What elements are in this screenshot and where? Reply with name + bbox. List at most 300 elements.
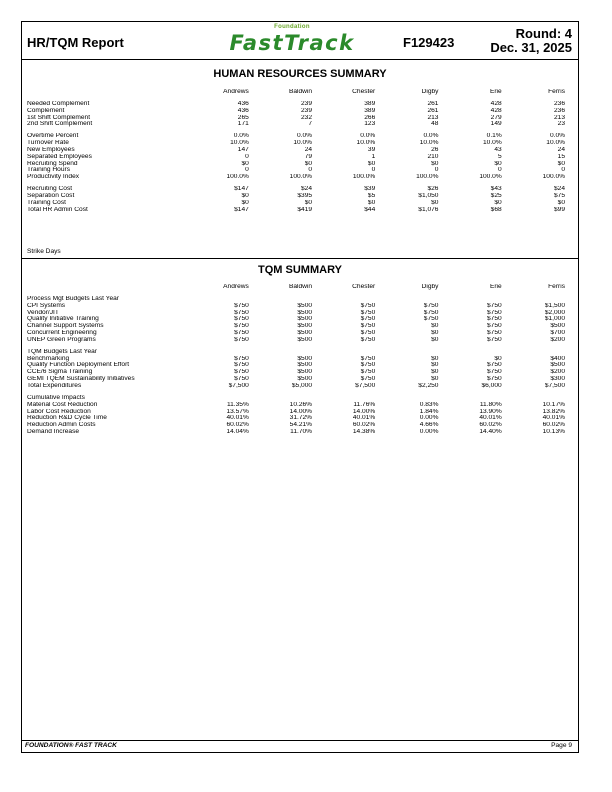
cell-value: $0 — [494, 355, 502, 362]
cell-value: 1 — [371, 153, 376, 160]
report-date: Dec. 31, 2025 — [490, 40, 572, 55]
cell-value: 279 — [490, 114, 502, 121]
cell-value: $0 — [431, 160, 439, 167]
logo-foundation-text: Foundation — [274, 24, 310, 30]
cell-value: 389 — [364, 107, 376, 114]
cell-value: 0 — [434, 167, 439, 174]
table-row — [27, 140, 571, 147]
cell-value: 213 — [427, 114, 439, 121]
cell-value: 100.0% — [416, 174, 439, 181]
row-label: GEMI TQEM Sustainability Initiatives — [27, 376, 135, 383]
page-number: Page 9 — [551, 742, 572, 749]
row-label: 1st Shift Complement — [27, 114, 91, 121]
row-label: Benchmarking — [27, 355, 70, 362]
column-header: Baldwin — [288, 284, 313, 290]
cell-value — [381, 395, 444, 402]
table-row — [27, 415, 571, 422]
cell-value: 23 — [557, 121, 565, 128]
cell-value: $750 — [423, 302, 439, 309]
column-header: Chester — [352, 89, 376, 95]
cell-value: 10.0% — [546, 140, 565, 147]
cell-value: 100.0% — [289, 174, 313, 181]
cell-value: 232 — [301, 114, 313, 121]
table-row — [27, 383, 571, 390]
cell-value: $750 — [234, 362, 249, 369]
row-label: Reduction Admin Costs — [27, 422, 96, 429]
row-label: Material Cost Reduction — [27, 401, 98, 408]
cell-value: $200 — [550, 336, 565, 343]
cell-value: $750 — [487, 309, 502, 316]
cell-value: $750 — [360, 355, 376, 362]
cell-value: 10.17% — [542, 401, 565, 408]
cell-value: $1,500 — [544, 302, 565, 309]
cell-value: $750 — [487, 323, 502, 330]
table-row — [27, 154, 571, 161]
cell-value: 0.0% — [423, 133, 439, 140]
cell-value: $750 — [360, 309, 376, 316]
row-label: Reduction R&D Cycle Time — [27, 415, 107, 422]
table-row — [27, 161, 571, 168]
cell-value: $147 — [234, 186, 249, 193]
section-divider — [22, 258, 578, 259]
row-label: Total HR Admin Cost — [27, 206, 88, 213]
table-row — [27, 193, 571, 200]
cell-value: $0 — [241, 192, 249, 199]
cell-value: 1.84% — [419, 408, 439, 415]
cell-value: 11.35% — [226, 401, 249, 408]
cell-value: $68 — [490, 206, 502, 213]
row-label: CPI Systems — [27, 302, 66, 309]
cell-value — [192, 296, 255, 303]
cell-value: 60.02% — [226, 422, 249, 429]
cell-value: $500 — [297, 376, 313, 383]
column-header: Baldwin — [288, 89, 313, 95]
cell-value: $750 — [487, 330, 502, 337]
cell-value: $99 — [553, 206, 565, 213]
cell-value: $0 — [431, 336, 439, 343]
cell-value: $300 — [550, 376, 565, 383]
cell-value: 210 — [427, 153, 439, 160]
cell-value: 60.02% — [479, 422, 502, 429]
cell-value: $750 — [234, 336, 249, 343]
cell-value: 13.90% — [479, 408, 502, 415]
table-row — [27, 310, 571, 317]
table-row — [27, 429, 571, 436]
cell-value: $750 — [234, 330, 249, 337]
cell-value: 0.0% — [297, 133, 313, 140]
cell-value: $0 — [431, 376, 439, 383]
cell-value: $43 — [490, 186, 502, 193]
row-label: Cumulative Impacts — [27, 394, 85, 401]
cell-value: $75 — [553, 192, 565, 199]
cell-value: $750 — [234, 323, 249, 330]
cell-value: $750 — [234, 316, 249, 323]
tqm-summary-table — [27, 284, 571, 436]
table-row — [27, 296, 571, 303]
cell-value: $750 — [360, 330, 376, 337]
cell-value: 265 — [237, 114, 249, 121]
table-row — [27, 422, 571, 429]
cell-value: 147 — [237, 146, 249, 153]
footer-divider — [22, 740, 578, 741]
cell-value: $147 — [234, 206, 249, 213]
cell-value: 261 — [427, 100, 439, 107]
cell-value: 40.01% — [352, 415, 376, 422]
cell-value: 15 — [557, 153, 565, 160]
cell-value: $1,076 — [418, 206, 439, 213]
cell-value: 5 — [498, 153, 502, 160]
cell-value: $0 — [431, 369, 439, 376]
cell-value — [508, 349, 571, 356]
row-label: Process Mgt Budgets Last Year — [27, 295, 119, 302]
cell-value: 239 — [301, 107, 313, 114]
cell-value: 266 — [364, 114, 376, 121]
cell-value: 0.1% — [486, 133, 502, 140]
cell-value: 0 — [371, 167, 376, 174]
cell-value: 0.0% — [360, 133, 376, 140]
column-header: Ferris — [548, 89, 565, 95]
cell-value: 236 — [553, 100, 565, 107]
footer-brand: FOUNDATION® FAST TRACK — [25, 742, 117, 749]
cell-value: 436 — [237, 100, 249, 107]
cell-value: $750 — [360, 336, 376, 343]
cell-value: 0.00% — [419, 415, 439, 422]
cell-value: $395 — [297, 192, 313, 199]
row-label: CCE/6 Sigma Training — [27, 369, 93, 376]
cell-value: 7 — [308, 121, 313, 128]
cell-value: $24 — [301, 186, 313, 193]
cell-value: $6,000 — [481, 382, 502, 389]
cell-value: 0.0% — [549, 133, 565, 140]
column-header: Digby — [421, 89, 439, 95]
cell-value: 40.01% — [542, 415, 565, 422]
cell-value: $0 — [431, 355, 439, 362]
cell-value: $750 — [487, 369, 502, 376]
table-row — [27, 101, 571, 108]
cell-value: $419 — [297, 206, 313, 213]
table-row — [27, 337, 571, 344]
table-row — [27, 133, 571, 140]
row-label: Demand Increase — [27, 429, 80, 436]
cell-value: $500 — [550, 323, 565, 330]
cell-value: $750 — [234, 369, 249, 376]
row-label: Quality Initiative Training — [27, 316, 99, 323]
row-label: Vendor/JIT — [27, 309, 59, 316]
table-row — [27, 303, 571, 310]
row-label: Channel Support Systems — [27, 323, 104, 330]
table-row — [27, 121, 571, 128]
cell-value: $0 — [431, 330, 439, 337]
row-label: Overtime Percent — [27, 133, 79, 140]
row-label: Separated Employees — [27, 153, 92, 160]
row-label: Concurrent Engineering — [27, 330, 97, 337]
row-label: Training Cost — [27, 199, 66, 206]
column-header: Chester — [352, 284, 376, 290]
cell-value — [255, 296, 318, 303]
cell-value: 39 — [367, 146, 376, 153]
row-label: Complement — [27, 107, 65, 114]
cell-value: $750 — [234, 309, 249, 316]
table-row — [27, 395, 571, 402]
cell-value: $500 — [297, 323, 313, 330]
cell-value: 0 — [245, 153, 249, 160]
cell-value: $44 — [364, 206, 376, 213]
cell-value: 11.76% — [353, 401, 376, 408]
cell-value: $0 — [557, 199, 565, 206]
cell-value — [192, 349, 255, 356]
cell-value: $500 — [297, 302, 313, 309]
cell-value: 0 — [308, 167, 313, 174]
cell-value: 10.0% — [482, 140, 502, 147]
strike-days-label: Strike Days — [27, 248, 61, 255]
column-header: Erie — [489, 89, 502, 95]
cell-value — [381, 349, 444, 356]
cell-value: 40.01% — [479, 415, 502, 422]
cell-value — [508, 296, 571, 303]
row-label: UNEP Green Programs — [27, 336, 96, 343]
cell-value: 14.38% — [352, 429, 376, 436]
cell-value: 261 — [427, 107, 439, 114]
cell-value: $750 — [360, 376, 376, 383]
cell-value: 48 — [431, 121, 439, 128]
cell-value: 11.70% — [290, 429, 313, 436]
column-header: Andrews — [223, 284, 249, 290]
table-row — [27, 186, 571, 193]
cell-value: 13.82% — [542, 408, 565, 415]
table-row — [27, 115, 571, 122]
report-header — [22, 22, 578, 60]
hr-summary-title: HUMAN RESOURCES SUMMARY — [213, 68, 387, 80]
cell-value: 24 — [557, 146, 565, 153]
table-row — [27, 207, 571, 214]
cell-value: $0 — [304, 199, 313, 206]
row-label: 2nd Shift Complement — [27, 121, 93, 128]
column-header: Andrews — [223, 89, 249, 95]
cell-value: $500 — [297, 362, 313, 369]
table-row — [27, 330, 571, 337]
table-row — [27, 147, 571, 154]
row-label: Labor Cost Reduction — [27, 408, 91, 415]
cell-value: $750 — [423, 309, 439, 316]
cell-value: $0 — [431, 362, 439, 369]
cell-value: $500 — [297, 369, 313, 376]
cell-value: $25 — [490, 192, 502, 199]
cell-value: 10.26% — [289, 401, 313, 408]
cell-value: 14.40% — [479, 429, 502, 436]
cell-value: $750 — [487, 336, 502, 343]
cell-value: 123 — [364, 121, 376, 128]
cell-value: 43 — [494, 146, 502, 153]
cell-value: $26 — [427, 186, 439, 193]
cell-value: $750 — [360, 362, 376, 369]
cell-value: 436 — [237, 107, 249, 114]
row-label: Productivity Index — [27, 174, 80, 181]
table-row — [27, 323, 571, 330]
cell-value: $750 — [360, 302, 376, 309]
cell-value: 0.00% — [419, 429, 439, 436]
row-label: Recruiting Spend — [27, 160, 78, 167]
row-label: New Employees — [27, 146, 75, 153]
cell-value: $0 — [494, 160, 502, 167]
cell-value: $0 — [494, 199, 502, 206]
table-row — [27, 200, 571, 207]
cell-value: $750 — [234, 376, 249, 383]
cell-value: $0 — [367, 160, 376, 167]
table-row — [27, 409, 571, 416]
cell-value: 0 — [498, 167, 502, 174]
cell-value — [192, 395, 255, 402]
cell-value: $750 — [487, 362, 502, 369]
cell-value: $7,500 — [228, 382, 249, 389]
cell-value: $0 — [367, 199, 376, 206]
round-date-block — [490, 27, 572, 55]
row-label: Turnover Rate — [27, 140, 69, 147]
tqm-summary-title: TQM SUMMARY — [258, 264, 342, 276]
cell-value: $39 — [364, 186, 376, 193]
cell-value — [318, 395, 381, 402]
column-header: Ferris — [548, 284, 565, 290]
cell-value: 10.0% — [230, 140, 249, 147]
row-label: Needed Complement — [27, 100, 90, 107]
cell-value — [444, 296, 507, 303]
cell-value: $750 — [360, 316, 376, 323]
cell-value: 171 — [237, 121, 249, 128]
cell-value: $750 — [234, 302, 249, 309]
cell-value: $500 — [297, 309, 313, 316]
cell-value — [318, 296, 381, 303]
cell-value: 100.0% — [479, 174, 502, 181]
cell-value: 13.57% — [226, 408, 249, 415]
table-row — [27, 108, 571, 115]
row-label: Total Expenditures — [27, 382, 82, 389]
cell-value: $7,500 — [544, 382, 565, 389]
cell-value — [255, 395, 318, 402]
cell-value: 4.66% — [419, 422, 439, 429]
company-code: F129423 — [403, 35, 455, 50]
cell-value: $400 — [550, 355, 565, 362]
cell-value: 79 — [304, 153, 313, 160]
cell-value — [255, 349, 318, 356]
table-row — [27, 349, 571, 356]
cell-value: 14.04% — [226, 429, 249, 436]
cell-value: 31.72% — [289, 415, 313, 422]
cell-value — [318, 349, 381, 356]
tqm-column-headers — [27, 284, 571, 291]
row-label: TQM Budgets Last Year — [27, 348, 98, 355]
cell-value: $2,000 — [544, 309, 565, 316]
cell-value: $2,250 — [418, 382, 439, 389]
cell-value: $750 — [487, 376, 502, 383]
logo-fasttrack-text: FastTrack — [229, 31, 355, 55]
cell-value: 54.21% — [289, 422, 313, 429]
cell-value: 236 — [553, 107, 565, 114]
column-header: Erie — [489, 284, 502, 290]
cell-value: $0 — [431, 199, 439, 206]
cell-value: 10.13% — [542, 429, 565, 436]
cell-value: $750 — [487, 316, 502, 323]
cell-value: $750 — [487, 302, 502, 309]
cell-value: $5 — [367, 192, 376, 199]
cell-value: $0 — [241, 199, 249, 206]
cell-value — [508, 395, 571, 402]
cell-value: 60.02% — [352, 422, 376, 429]
row-label: Quality Function Deployment Effort — [27, 362, 130, 369]
cell-value: 0.83% — [419, 401, 439, 408]
cell-value: 10.0% — [419, 140, 439, 147]
report-title: HR/TQM Report — [27, 35, 124, 50]
cell-value — [444, 349, 507, 356]
table-row — [27, 369, 571, 376]
cell-value: $500 — [297, 316, 313, 323]
row-label: Separation Cost — [27, 192, 75, 199]
cell-value: $700 — [550, 330, 565, 337]
cell-value — [381, 296, 444, 303]
row-label-header — [27, 89, 192, 96]
cell-value: 40.01% — [226, 415, 249, 422]
cell-value: 26 — [431, 146, 439, 153]
cell-value: 10.0% — [356, 140, 376, 147]
cell-value: 239 — [301, 100, 313, 107]
cell-value: 389 — [364, 100, 376, 107]
row-label-header — [27, 284, 192, 291]
table-row — [27, 356, 571, 363]
cell-value: 149 — [490, 121, 502, 128]
cell-value: 213 — [553, 114, 565, 121]
hr-column-headers — [27, 89, 571, 96]
cell-value: 14.00% — [289, 408, 313, 415]
cell-value: 100.0% — [226, 174, 249, 181]
report-page — [21, 21, 579, 753]
cell-value: 24 — [304, 146, 313, 153]
cell-value: 0.0% — [233, 133, 249, 140]
cell-value: $0 — [241, 160, 249, 167]
cell-value: $500 — [297, 330, 313, 337]
cell-value — [444, 395, 507, 402]
cell-value: $500 — [550, 362, 565, 369]
table-row — [27, 174, 571, 181]
cell-value: 428 — [490, 100, 502, 107]
cell-value: 60.02% — [542, 422, 565, 429]
row-label: Training Hours — [27, 167, 70, 174]
cell-value: $0 — [431, 323, 439, 330]
cell-value: $0 — [557, 160, 565, 167]
table-row — [27, 316, 571, 323]
cell-value: $750 — [234, 355, 249, 362]
cell-value: 0 — [245, 167, 249, 174]
cell-value: $0 — [304, 160, 313, 167]
column-header: Digby — [421, 284, 439, 290]
cell-value: 11.80% — [479, 401, 502, 408]
cell-value: $24 — [553, 186, 565, 193]
cell-value: 100.0% — [542, 174, 565, 181]
table-row — [27, 362, 571, 369]
cell-value: $1,000 — [544, 316, 565, 323]
cell-value: $500 — [297, 336, 313, 343]
table-row — [27, 402, 571, 409]
row-label: Recruiting Cost — [27, 186, 73, 193]
cell-value: $750 — [360, 323, 376, 330]
cell-value: $750 — [423, 316, 439, 323]
fasttrack-logo — [222, 24, 362, 58]
cell-value: $7,500 — [355, 382, 376, 389]
cell-value: 10.0% — [293, 140, 313, 147]
cell-value: $5,000 — [291, 382, 313, 389]
cell-value: 14.00% — [352, 408, 376, 415]
cell-value: $200 — [550, 369, 565, 376]
cell-value: 0 — [561, 167, 565, 174]
cell-value: 100.0% — [352, 174, 376, 181]
table-row — [27, 167, 571, 174]
